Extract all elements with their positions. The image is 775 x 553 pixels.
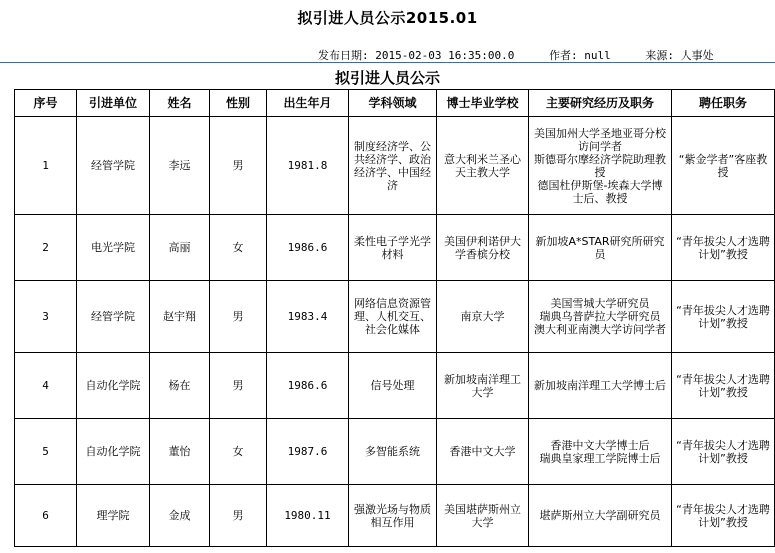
unit-cell: 自动化学院	[77, 419, 150, 485]
column-header: 性别	[210, 90, 267, 117]
school-cell: 美国伊利诺伊大学香槟分校	[437, 215, 529, 281]
experience-line: 德国杜伊斯堡-埃森大学博士后、教授	[537, 178, 663, 205]
gender-cell: 女	[210, 419, 267, 485]
position-cell: “青年拔尖人才选聘计划”教授	[672, 353, 775, 419]
field-cell: 制度经济学、公共经济学、政治经济学、中国经济	[349, 117, 437, 215]
school-cell: 美国堪萨斯州立大学	[437, 485, 529, 547]
school-cell: 南京大学	[437, 281, 529, 353]
unit-cell: 理学院	[77, 485, 150, 547]
gender-cell: 男	[210, 117, 267, 215]
position-cell: “青年拔尖人才选聘计划”教授	[672, 485, 775, 547]
row-number: 1	[15, 117, 77, 215]
table-row	[15, 281, 775, 353]
name-cell: 李远	[150, 117, 210, 215]
column-header: 主要研究经历及职务	[529, 90, 672, 117]
field-cell: 强激光场与物质相互作用	[349, 485, 437, 547]
name-cell: 高丽	[150, 215, 210, 281]
experience-line: 斯德哥尔摩经济学院助理教授	[534, 152, 666, 179]
birth-cell: 1981.8	[267, 117, 349, 215]
school-cell: 香港中文大学	[437, 419, 529, 485]
school-cell: 新加坡南洋理工大学	[437, 353, 529, 419]
source: 来源: 人事处	[645, 49, 714, 62]
experience-line: 香港中文大学博士后	[550, 438, 650, 452]
column-header: 引进单位	[77, 90, 150, 117]
table-row	[15, 117, 775, 215]
experience-cell	[529, 281, 672, 353]
field-cell: 网络信息资源管理、人机交互、社会化媒体	[349, 281, 437, 353]
unit-cell: 自动化学院	[77, 353, 150, 419]
school-cell: 意大利米兰圣心天主教大学	[437, 117, 529, 215]
row-number: 6	[15, 485, 77, 547]
experience-cell	[529, 485, 672, 547]
experience-line: 堪萨斯州立大学副研究员	[539, 509, 661, 522]
column-header: 出生年月	[267, 90, 349, 117]
gender-cell: 男	[210, 353, 267, 419]
author: 作者: null	[548, 49, 611, 62]
page-title: 拟引进人员公示2015.01	[297, 9, 478, 27]
header-divider	[0, 62, 775, 63]
column-header: 姓名	[150, 90, 210, 117]
column-header: 学科领域	[349, 90, 437, 117]
field-cell: 柔性电子学光学材料	[349, 215, 437, 281]
experience-cell	[529, 117, 672, 215]
experience-line: 瑞典乌普萨拉大学研究员	[539, 310, 661, 323]
birth-cell: 1980.11	[267, 485, 349, 547]
row-number: 4	[15, 353, 77, 419]
publish-meta	[318, 47, 742, 63]
experience-line: 美国雪城大学研究员	[550, 297, 650, 310]
birth-cell: 1986.6	[267, 215, 349, 281]
row-number: 5	[15, 419, 77, 485]
column-header: 博士毕业学校	[437, 90, 529, 117]
unit-cell: 电光学院	[77, 215, 150, 281]
table-row	[15, 353, 775, 419]
table-title: 拟引进人员公示	[334, 69, 440, 87]
table-row	[15, 485, 775, 547]
table-row	[15, 215, 775, 281]
candidate-table	[14, 89, 775, 547]
gender-cell: 女	[210, 215, 267, 281]
position-cell: “青年拔尖人才选聘计划”教授	[672, 215, 775, 281]
row-number: 2	[15, 215, 77, 281]
unit-cell: 经管学院	[77, 281, 150, 353]
publish-date: 发布日期: 2015-02-03 16:35:00.0	[318, 49, 515, 62]
experience-cell	[529, 215, 672, 281]
column-header: 序号	[15, 90, 77, 117]
table-row	[15, 419, 775, 485]
field-cell: 信号处理	[349, 353, 437, 419]
position-cell: “紫金学者”客座教授	[672, 117, 775, 215]
column-header: 聘任职务	[672, 90, 775, 117]
experience-line: 新加坡南洋理工大学博士后	[534, 379, 666, 392]
name-cell: 杨在	[150, 353, 210, 419]
experience-cell	[529, 353, 672, 419]
position-cell: “青年拔尖人才选聘计划”教授	[672, 419, 775, 485]
birth-cell: 1987.6	[267, 419, 349, 485]
field-cell: 多智能系统	[349, 419, 437, 485]
experience-line: 澳大利亚南澳大学访问学者	[534, 323, 666, 336]
unit-cell: 经管学院	[77, 117, 150, 215]
name-cell: 赵宇翔	[150, 281, 210, 353]
birth-cell: 1986.6	[267, 353, 349, 419]
gender-cell: 男	[210, 485, 267, 547]
position-cell: “青年拔尖人才选聘计划”教授	[672, 281, 775, 353]
experience-cell	[529, 419, 672, 485]
name-cell: 金成	[150, 485, 210, 547]
table-header-row	[15, 90, 775, 117]
experience-line: 美国加州大学圣地亚哥分校访问学者	[534, 126, 666, 153]
experience-line: 新加坡A*STAR研究所研究员	[535, 234, 665, 261]
gender-cell: 男	[210, 281, 267, 353]
name-cell: 董怡	[150, 419, 210, 485]
experience-line: 瑞典皇家理工学院博士后	[539, 451, 661, 465]
birth-cell: 1983.4	[267, 281, 349, 353]
row-number: 3	[15, 281, 77, 353]
